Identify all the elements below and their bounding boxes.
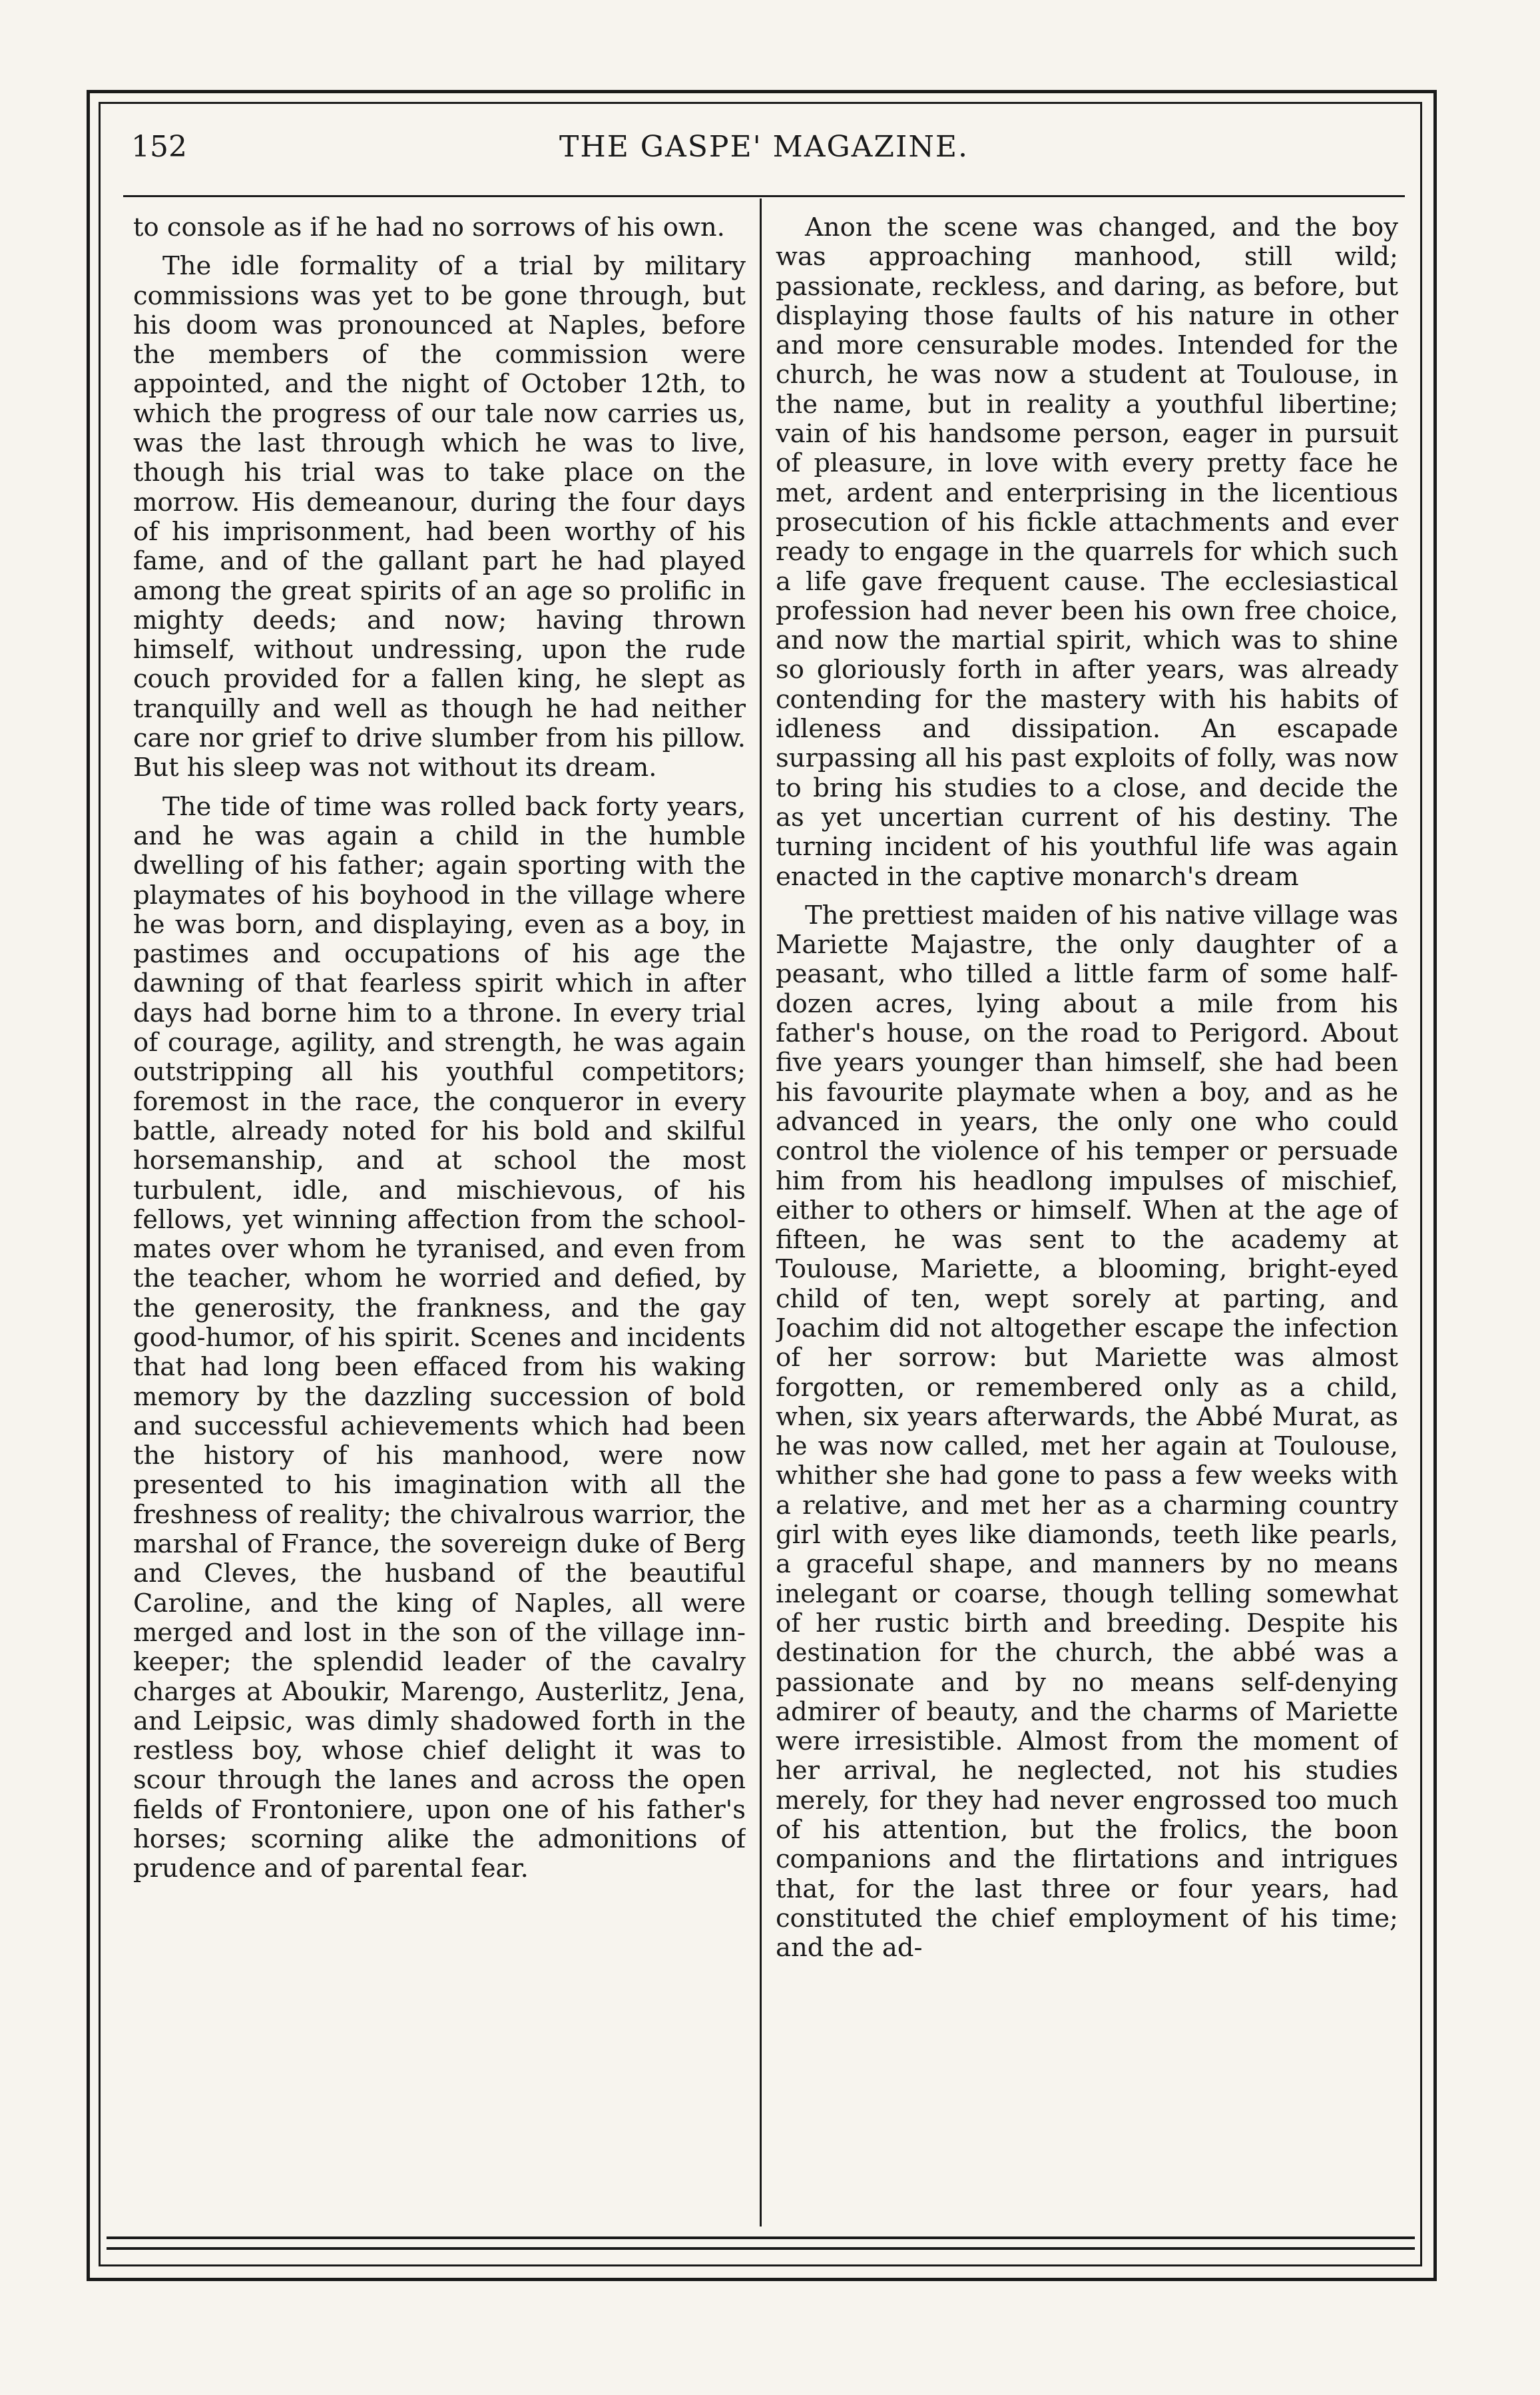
running-title: THE GASPE' MAGAZINE. [559,130,969,164]
left-column [133,213,746,2228]
paragraph: The idle formality of a trial by military commissions was yet to be gone through, but his doom was pronounced at Naples, before the members of the commission were appointed, and the night of October 12th, to which the progress of our tale now carries us, was the last through which he was to live, though his trial was to take place on the morrow. His demeanour, during the four days of his imprisonment, had been worthy of his fame, and of the gallant part he had played among the great spirits of an age so prolific in mighty deeds; and now; having thrown himself, without undressing, upon the rude couch provided for a fallen king, he slept as tranquilly and well as though he had neither care nor grief to drive slumber from his pillow. But his sleep was not without its dream. [133,251,746,783]
page-header [123,117,1405,176]
paragraph: The tide of time was rolled back forty years, and he was again a child in the humble dwelling of his father; again sporting with the playmates of his boyhood in the village where he was born, and displaying, even as a boy, in pastimes and occupations of his age the dawning of that fearless spirit which in after days had borne him to a throne. In every trial of courage, agility, and strength, he was again outstripping all his youthful competitors; foremost in the race, the conqueror in every battle, already noted for his bold and skilful horsemanship, and at school the most turbulent, idle, and mischievous, of his fellows, yet winning affection from the school-mates over whom he tyranised, and even from the teacher, whom he worried and defied, by the generosity, the frankness, and the gay good-humor, of his spirit. Scenes and incidents that had long been effaced from his waking memory by the dazzling succession of bold and successful achievements which had been the history of his manhood, were now presented to his imagination with all the freshness of reality; the chivalrous warrior, the marshal of France, the sovereign duke of Berg and Cleves, the husband of the beautiful Caroline, and the king of Naples, all were merged and lost in the son of the village inn-keeper; the splendid leader of the cavalry charges at Aboukir, Marengo, Austerlitz, Jena, and Leipsic, was dimly shadowed forth in the restless boy, whose chief delight it was to scour through the lanes and across the open fields of Frontoniere, upon one of his father's horses; scorning alike the admonitions of prudence and of parental fear. [133,791,746,1884]
right-column [776,213,1398,2228]
paragraph: to console as if he had no sorrows of his own. [133,213,725,242]
bottom-rule [107,2236,1415,2250]
paragraph: The prettiest maiden of his native village was Mariette Majastre, the only daughter of a peasant, who tilled a little farm of some half-dozen acres, lying about a mile from his father's house, on the road to Perigord. About five years younger than himself, she had been his favourite playmate when a boy, and as he advanced in years, the only one who could control the violence of his temper or persuade him from his headlong impulses of mischief, either to others or himself. When at the age of fifteen, he was sent to the academy at Toulouse, Mariette, a blooming, bright-eyed child of ten, wept sorely at parting, and Joachim did not altogether escape the infection of her sorrow: but Mariette was almost forgotten, or remembered only as a child, when, six years afterwards, the Abbé Murat, as he was now called, met her again at Toulouse, whither she had gone to pass a few weeks with a relative, and met her as a charming country girl with eyes like diamonds, teeth like pearls, a graceful shape, and manners by no means inelegant or coarse, though telling somewhat of her rustic birth and breeding. Despite his destination for the church, the abbé was a passionate and by no means self-denying admirer of beauty, and the charms of Mariette were irresistible. Almost from the moment of her arrival, he neglected, not his studies merely, for they had never engrossed too much of his attention, but the frolics, the boon companions and the flirtations and intrigues that, for the last three or four years, had constituted the chief employment of his time; and the ad- [776,900,1398,1963]
page-number: 152 [131,130,187,164]
paragraph: Anon the scene was changed, and the boy was approaching manhood, still wild; passionate, reckless, and daring, as before, but displaying those faults of his nature in other and more censurable modes. Intended for the church, he was now a student at Toulouse, in the name, but in reality a youthful libertine; vain of his handsome person, eager in pursuit of pleasure, in love with every pretty face he met, ardent and enterprising in the licentious prosecution of his fickle attachments and ever ready to engage in the quarrels for which such a life gave frequent cause. The ecclesiastical profession had never been his own free choice, and now the martial spirit, which was to shine so gloriously forth in after years, was already contending for the mastery with his habits of idleness and dissipation. An escapade surpassing all his past exploits of folly, was now to bring his studies to a close, and decide the as yet uncertian current of his destiny. The turning incident of his youthful life was again enacted in the captive monarch's dream [776,213,1398,892]
header-rule [123,195,1405,197]
column-divider [760,198,762,2226]
